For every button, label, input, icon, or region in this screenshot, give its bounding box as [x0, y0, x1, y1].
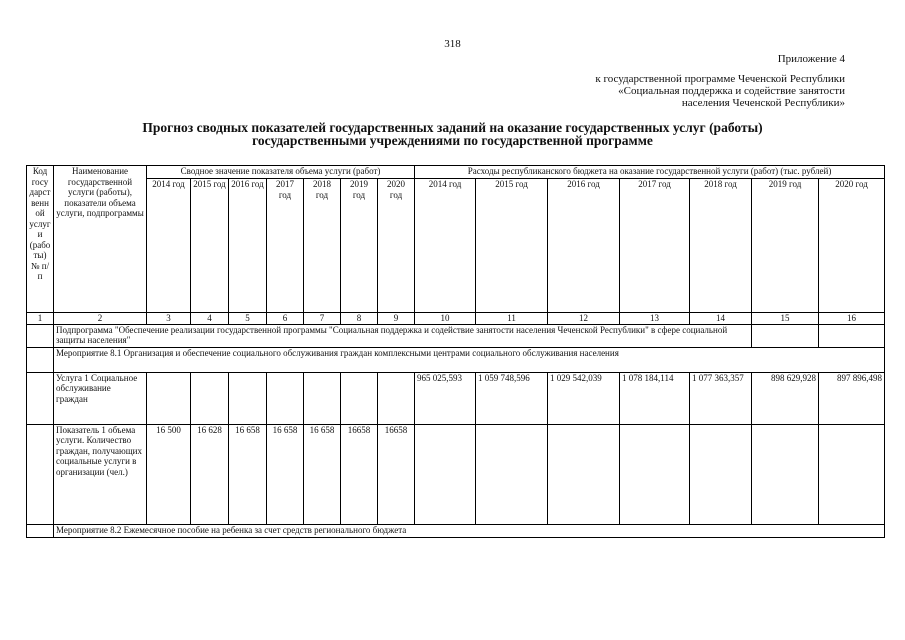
title-line: государственными учреждениями по государственной программе: [252, 133, 653, 148]
header-volume-group: Сводное значение показателя объема услуги (работ): [147, 166, 415, 179]
header-expense-year: 2018 год: [690, 179, 752, 313]
table-row: [27, 424, 885, 524]
volume-cell: 16 658: [229, 424, 267, 524]
volume-cell: [147, 372, 191, 424]
volume-cell: [267, 372, 304, 424]
column-number: 5: [229, 313, 267, 325]
expense-cell: 898 629,928: [752, 372, 819, 424]
header-expense-year: 2020 год: [819, 179, 885, 313]
header-expense-year: 2017 год: [620, 179, 690, 313]
page-number: 318: [444, 38, 461, 50]
volume-cell: 16 658: [267, 424, 304, 524]
expense-cell: 1 078 184,114: [620, 372, 690, 424]
column-number: 12: [548, 313, 620, 325]
header-volume-year: 2018 год: [304, 179, 341, 313]
expense-cell: 897 896,498: [819, 372, 885, 424]
expense-cell: [819, 424, 885, 524]
subprogram-row: [27, 324, 885, 347]
volume-cell: 16658: [341, 424, 378, 524]
header-volume-year: 2017 год: [267, 179, 304, 313]
header-volume-year: 2014 год: [147, 179, 191, 313]
code-cell: [27, 347, 54, 372]
column-number: 16: [819, 313, 885, 325]
expense-cell: [690, 424, 752, 524]
expense-cell: [752, 424, 819, 524]
header-expense-year: 2019 год: [752, 179, 819, 313]
header-volume-year: 2016 год: [229, 179, 267, 313]
column-number: 10: [415, 313, 476, 325]
volume-cell: [304, 372, 341, 424]
header-name: Наименование государственной услуги (работы), показатели объема услуги, подпрограммы: [54, 166, 147, 313]
measure-title: Мероприятие 8.2 Ежемесячное пособие на ребенка за счет средств регионального бюджета: [54, 524, 885, 537]
volume-cell: [191, 372, 229, 424]
column-number: 11: [476, 313, 548, 325]
column-number: 13: [620, 313, 690, 325]
code-cell: [27, 524, 54, 537]
header-expense-year: 2015 год: [476, 179, 548, 313]
measure-row: [27, 347, 885, 372]
expense-cell: [476, 424, 548, 524]
header-code: Код госу дарст венн ой услуг и (рабо ты) № п/п: [27, 166, 54, 313]
column-number: 3: [147, 313, 191, 325]
subprogram-title: Подпрограмма "Обеспечение реализации государственной программы "Социальная поддержка и содействие занятости населения Чеченской Республики" в сфере социальной защиты населения": [54, 324, 752, 347]
header-expense-year: 2016 год: [548, 179, 620, 313]
volume-cell: [378, 372, 415, 424]
column-number: 7: [304, 313, 341, 325]
volume-cell: [229, 372, 267, 424]
column-number: 15: [752, 313, 819, 325]
volume-cell: 16 658: [304, 424, 341, 524]
header-expense-year: 2014 год: [415, 179, 476, 313]
measure-row: [27, 524, 885, 537]
column-number: 14: [690, 313, 752, 325]
appendix-caption: [595, 73, 845, 109]
measure-title: Мероприятие 8.1 Организация и обеспечение социального обслуживания граждан комплексными центрами социального обслуживания населения: [54, 347, 885, 372]
volume-cell: 16 500: [147, 424, 191, 524]
volume-cell: 16 628: [191, 424, 229, 524]
column-number: 2: [54, 313, 147, 325]
appendix-title: Приложение 4: [777, 53, 845, 65]
expense-cell: 1 077 363,357: [690, 372, 752, 424]
indicator-name: Показатель 1 объема услуги. Количество граждан, получающих социальные услуги в организации (чел.): [54, 424, 147, 524]
table-row: [27, 372, 885, 424]
code-cell: [27, 424, 54, 524]
expense-cell: 965 025,593: [415, 372, 476, 424]
code-cell: [27, 372, 54, 424]
title-line: Прогноз сводных показателей государственных заданий на оказание государственных услуг (работы): [142, 120, 763, 135]
column-number: 8: [341, 313, 378, 325]
document-title: [0, 121, 905, 147]
volume-cell: [341, 372, 378, 424]
column-number: 1: [27, 313, 54, 325]
code-cell: [27, 324, 54, 347]
column-number-row: [27, 313, 885, 325]
appendix-line: к государственной программе Чеченской Республики: [595, 73, 845, 85]
header-volume-year: 2020 год: [378, 179, 415, 313]
expense-cell: [415, 424, 476, 524]
expense-cell: 1 059 748,596: [476, 372, 548, 424]
service-name: Услуга 1 Социальное обслуживание граждан: [54, 372, 147, 424]
appendix-line: населения Чеченской Республики»: [681, 97, 845, 109]
appendix-line: «Социальная поддержка и содействие занятости: [618, 85, 845, 97]
column-number: 9: [378, 313, 415, 325]
header-volume-year: 2019 год: [341, 179, 378, 313]
forecast-table: [26, 165, 885, 538]
volume-cell: 16658: [378, 424, 415, 524]
expense-cell: [620, 424, 690, 524]
column-number: 6: [267, 313, 304, 325]
empty-cell: [819, 324, 885, 347]
expense-cell: 1 029 542,039: [548, 372, 620, 424]
header-expense-group: Расходы республиканского бюджета на оказание государственной услуги (работ) (тыс. рублей): [415, 166, 885, 179]
column-number: 4: [191, 313, 229, 325]
expense-cell: [548, 424, 620, 524]
header-volume-year: 2015 год: [191, 179, 229, 313]
empty-cell: [752, 324, 819, 347]
